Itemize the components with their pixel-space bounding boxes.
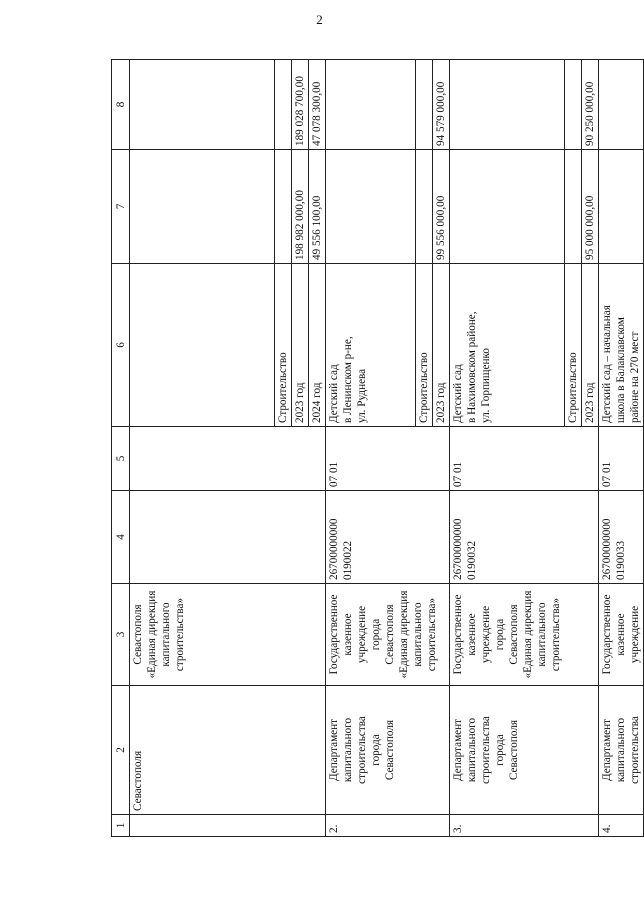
object-cell — [450, 264, 565, 427]
cell-line: в Ленинском р-не, — [342, 336, 354, 423]
stage-cell: Строительство — [565, 264, 582, 427]
cell-line: капитального — [342, 717, 354, 783]
amount-7-cell: 99 556 000,00 — [433, 150, 450, 264]
year-cell: 2023 год — [433, 264, 450, 427]
table-row — [326, 60, 416, 837]
object-cell — [130, 264, 275, 427]
cell-line: строительства — [480, 716, 492, 784]
department-cell — [130, 686, 326, 815]
cell-line: «Единая дирекция — [398, 590, 410, 679]
cell-line: учреждение — [480, 605, 492, 664]
cell-line: ул. Горпищенко — [480, 348, 492, 423]
code-cell — [130, 491, 326, 584]
amount-7-cell: 95 000 000,00 — [582, 150, 599, 264]
amount-7-cell — [599, 150, 644, 264]
cell-line: Севастополя — [132, 604, 144, 665]
row-number-cell: 2. — [326, 815, 450, 837]
cell-line: Севастополя — [384, 604, 396, 665]
cell-line: 26700000000 — [328, 518, 340, 580]
code-cell — [599, 491, 644, 584]
header-col-8: 8 — [112, 60, 130, 150]
amount-8-cell: 90 250 000,00 — [582, 60, 599, 150]
table-row — [130, 60, 275, 837]
cell-line: капитального — [615, 717, 627, 783]
amount-7-cell — [416, 150, 433, 264]
cell-line: ул. Руднева — [356, 368, 368, 423]
year-cell: 2024 год — [309, 264, 326, 427]
cell-line: казенное — [615, 613, 627, 656]
section-cell: 07 01 — [450, 427, 599, 491]
cell-line: Севастополя — [132, 750, 144, 811]
department-cell — [326, 686, 450, 815]
amount-7-cell — [326, 150, 416, 264]
section-cell: 07 01 — [599, 427, 644, 491]
amount-7-cell — [275, 150, 292, 264]
cell-line: 0190032 — [466, 540, 478, 580]
cell-line: 26700000000 — [601, 518, 613, 580]
cell-line: школа в Балаклавском — [615, 317, 627, 423]
cell-line: строительства» — [550, 597, 562, 672]
amount-7-cell — [130, 150, 275, 264]
institution-cell — [130, 584, 326, 686]
cell-line: 26700000000 — [452, 518, 464, 580]
code-cell — [450, 491, 599, 584]
cell-line: Севастополя — [384, 719, 396, 781]
table-row — [450, 60, 565, 837]
amount-8-cell — [599, 60, 644, 150]
cell-line: казенное — [466, 613, 478, 656]
amount-8-cell — [565, 60, 582, 150]
department-cell — [450, 686, 599, 815]
cell-line: города — [370, 734, 382, 766]
section-cell — [130, 427, 326, 491]
object-cell — [326, 264, 416, 427]
cell-line: 0190022 — [342, 540, 354, 580]
cell-line: капитального — [536, 602, 548, 667]
header-col-6: 6 — [112, 264, 130, 427]
amount-8-cell: 47 078 300,00 — [309, 60, 326, 150]
header-col-2: 2 — [112, 686, 130, 815]
department-cell — [599, 686, 644, 815]
code-cell — [326, 491, 450, 584]
stage-cell: Строительство — [275, 264, 292, 427]
cell-line: города — [494, 734, 506, 766]
cell-line: Департамент — [601, 718, 613, 782]
cell-line: учреждение — [356, 605, 368, 664]
cell-line: капитального — [466, 717, 478, 783]
construction-table — [111, 59, 644, 837]
cell-line: Детский сад — [452, 364, 464, 423]
table-row — [599, 60, 644, 837]
cell-line: Департамент — [452, 718, 464, 782]
cell-line: в Нахимовском районе, — [466, 311, 478, 423]
row-number-cell: 4. — [599, 815, 644, 837]
cell-line: строительства» — [174, 597, 186, 672]
stage-cell: Строительство — [416, 264, 433, 427]
header-col-4: 4 — [112, 491, 130, 584]
section-cell: 07 01 — [326, 427, 450, 491]
amount-8-cell — [130, 60, 275, 150]
amount-8-cell — [416, 60, 433, 150]
amount-8-cell — [275, 60, 292, 150]
cell-line: Детский сад — [328, 364, 340, 423]
cell-line: Государственное — [601, 594, 613, 675]
cell-line: 0190033 — [615, 540, 627, 580]
year-cell: 2023 год — [582, 264, 599, 427]
cell-line: города — [494, 618, 506, 651]
amount-8-cell: 189 028 700,00 — [292, 60, 309, 150]
cell-line: Севастополя — [508, 719, 520, 781]
header-col-7: 7 — [112, 150, 130, 264]
amount-8-cell — [326, 60, 416, 150]
institution-cell — [450, 584, 599, 686]
cell-line: Севастополя — [508, 604, 520, 665]
cell-line: районе на 270 мест — [629, 331, 641, 423]
row-number-cell: 3. — [450, 815, 599, 837]
header-col-3: 3 — [112, 584, 130, 686]
year-cell: 2023 год — [292, 264, 309, 427]
cell-line: города — [370, 618, 382, 651]
cell-line: Государственное — [452, 594, 464, 675]
cell-line: учреждение — [629, 605, 641, 664]
cell-line: казенное — [342, 613, 354, 656]
header-row — [112, 60, 130, 837]
cell-line: «Единая дирекция — [522, 590, 534, 679]
amount-7-cell — [450, 150, 565, 264]
row-number-cell — [130, 815, 326, 837]
amount-7-cell: 198 982 000,00 — [292, 150, 309, 264]
cell-line: Государственное — [328, 594, 340, 675]
object-cell — [599, 264, 644, 427]
cell-line: Детский сад – начальная — [601, 305, 613, 423]
amount-8-cell: 94 579 000,00 — [433, 60, 450, 150]
amount-7-cell: 49 556 100,00 — [309, 150, 326, 264]
amount-8-cell — [450, 60, 565, 150]
cell-line: капитального — [412, 602, 424, 667]
institution-cell — [599, 584, 644, 686]
cell-line: строительства — [629, 716, 641, 784]
cell-line: капитального — [160, 602, 172, 667]
cell-line: строительства» — [426, 597, 438, 672]
cell-line: Департамент — [328, 718, 340, 782]
header-col-5: 5 — [112, 427, 130, 491]
rotated-table-wrapper — [111, 60, 641, 837]
page-number: 2 — [316, 12, 323, 27]
cell-line: «Единая дирекция — [146, 590, 158, 679]
amount-7-cell — [565, 150, 582, 264]
institution-cell — [326, 584, 450, 686]
cell-line: строительства — [356, 716, 368, 784]
header-col-1: 1 — [112, 815, 130, 837]
